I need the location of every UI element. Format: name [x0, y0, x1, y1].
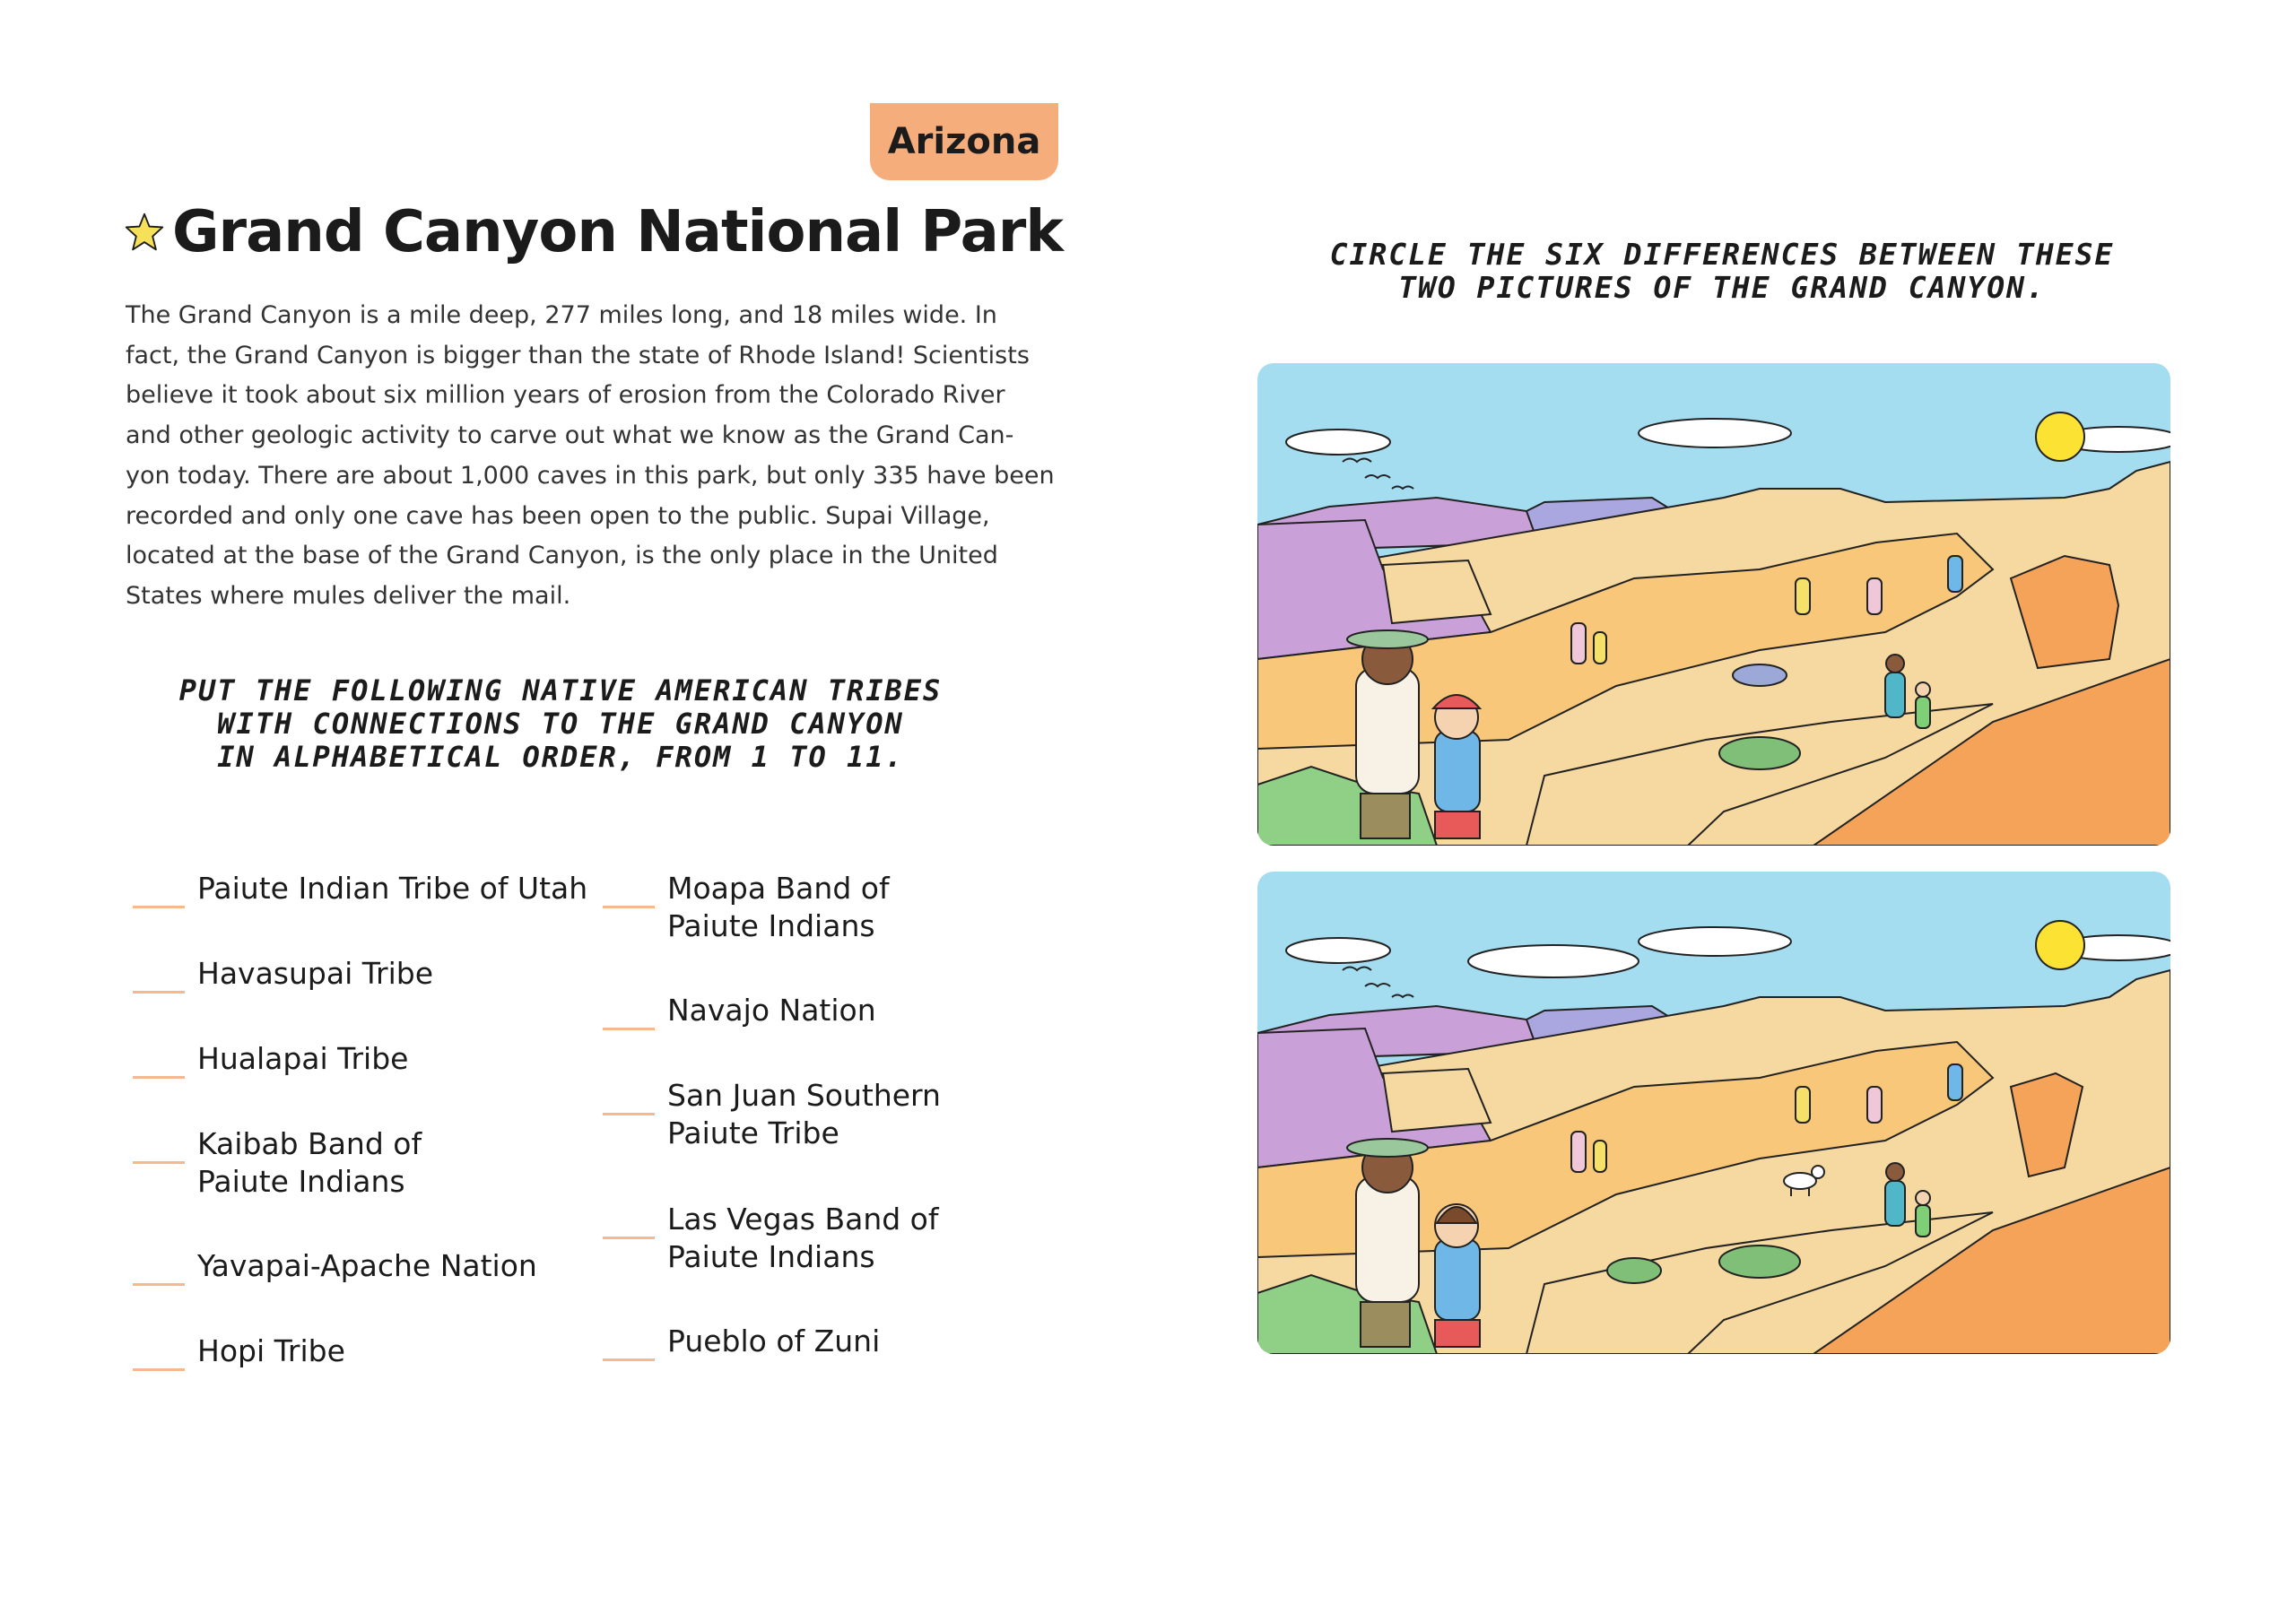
instruction-line: WITH CONNECTIONS TO THE GRAND CANYON	[217, 707, 904, 741]
paragraph-line: States where mules deliver the mail.	[126, 581, 571, 610]
instruction-line: CIRCLE THE SIX DIFFERENCES BETWEEN THESE	[1329, 237, 2115, 272]
tribe-item	[603, 992, 876, 1030]
tribe-label-line: San Juan Southern	[667, 1078, 941, 1113]
sun-icon	[2036, 412, 2084, 461]
instruction-line: TWO PICTURES OF THE GRAND CANYON.	[1398, 270, 2046, 305]
paragraph-line: yon today. There are about 1,000 caves in this park, but only 335 have been	[126, 461, 1055, 490]
tribe-item	[603, 870, 890, 945]
tribe-label	[667, 1323, 880, 1360]
differences-instruction	[1292, 238, 2152, 304]
answer-blank[interactable]	[603, 906, 655, 908]
tribes-instruction	[135, 674, 987, 774]
canyon-picture-bottom[interactable]	[1257, 872, 2170, 1354]
paragraph-line: The Grand Canyon is a mile deep, 277 miles long, and 18 miles wide. In	[126, 301, 997, 329]
tribe-label-line: Moapa Band of	[667, 871, 890, 906]
tribe-label-line: Paiute Tribe	[667, 1115, 839, 1150]
tribe-item	[133, 1247, 537, 1286]
answer-blank[interactable]	[133, 1368, 185, 1371]
tribe-label	[197, 870, 587, 907]
tribe-label-line: Kaibab Band of	[197, 1126, 422, 1161]
tribe-label-line: Yavapai-Apache Nation	[197, 1248, 537, 1283]
title-row	[124, 199, 1063, 265]
paragraph-line: and other geologic activity to carve out what we know as the Grand Can-	[126, 421, 1014, 450]
sun-icon	[2036, 921, 2084, 969]
tribe-label	[197, 1332, 345, 1370]
tribe-item	[603, 1077, 941, 1152]
state-tab: Arizona	[870, 103, 1058, 180]
tribe-label-line: Paiute Indian Tribe of Utah	[197, 871, 588, 906]
tribe-label-line: Hopi Tribe	[197, 1333, 345, 1368]
tribe-label-line: Pueblo of Zuni	[667, 1324, 881, 1358]
answer-blank[interactable]	[133, 1076, 185, 1079]
tribe-label-line: Paiute Indians	[667, 908, 875, 943]
tribe-label-line: Paiute Indians	[197, 1164, 405, 1199]
tribe-label-line: Navajo Nation	[667, 993, 876, 1028]
tribe-item	[603, 1323, 880, 1361]
tribe-item	[133, 870, 587, 908]
tribe-label	[667, 992, 876, 1029]
paragraph-line: fact, the Grand Canyon is bigger than the state of Rhode Island! Scientists	[126, 341, 1030, 369]
answer-blank[interactable]	[603, 1358, 655, 1361]
tribe-label-line: Havasupai Tribe	[197, 956, 434, 991]
tribe-item	[133, 1125, 422, 1201]
answer-blank[interactable]	[133, 991, 185, 994]
instruction-line: IN ALPHABETICAL ORDER, FROM 1 TO 11.	[217, 740, 904, 774]
tribe-label	[197, 955, 433, 993]
intro-paragraph	[126, 296, 1055, 617]
tribe-label	[667, 1201, 938, 1276]
paragraph-line: located at the base of the Grand Canyon, is the only place in the United	[126, 542, 998, 570]
tribe-label-line: Hualapai Tribe	[197, 1041, 409, 1076]
tribe-item	[133, 1332, 345, 1371]
tribe-item	[133, 955, 433, 994]
canyon-picture-top[interactable]	[1257, 363, 2170, 846]
answer-blank[interactable]	[603, 1237, 655, 1239]
answer-blank[interactable]	[133, 906, 185, 908]
tribe-label	[197, 1125, 422, 1201]
instruction-line: PUT THE FOLLOWING NATIVE AMERICAN TRIBES	[178, 673, 943, 707]
tribe-item	[133, 1040, 408, 1079]
answer-blank[interactable]	[603, 1113, 655, 1115]
tribe-label-line: Las Vegas Band of	[667, 1202, 939, 1237]
paragraph-line: believe it took about six million years of erosion from the Colorado River	[126, 381, 1005, 410]
tribe-label	[667, 1077, 941, 1152]
tribe-label	[197, 1040, 408, 1078]
answer-blank[interactable]	[133, 1283, 185, 1286]
paragraph-line: recorded and only one cave has been open to the public. Supai Village,	[126, 501, 990, 530]
tribe-label-line: Paiute Indians	[667, 1239, 875, 1274]
tribe-label	[667, 870, 890, 945]
star-icon	[124, 212, 165, 253]
answer-blank[interactable]	[603, 1028, 655, 1030]
page-title: Grand Canyon National Park	[172, 199, 1063, 265]
tribe-item	[603, 1201, 938, 1276]
answer-blank[interactable]	[133, 1161, 185, 1164]
tribe-label	[197, 1247, 537, 1285]
